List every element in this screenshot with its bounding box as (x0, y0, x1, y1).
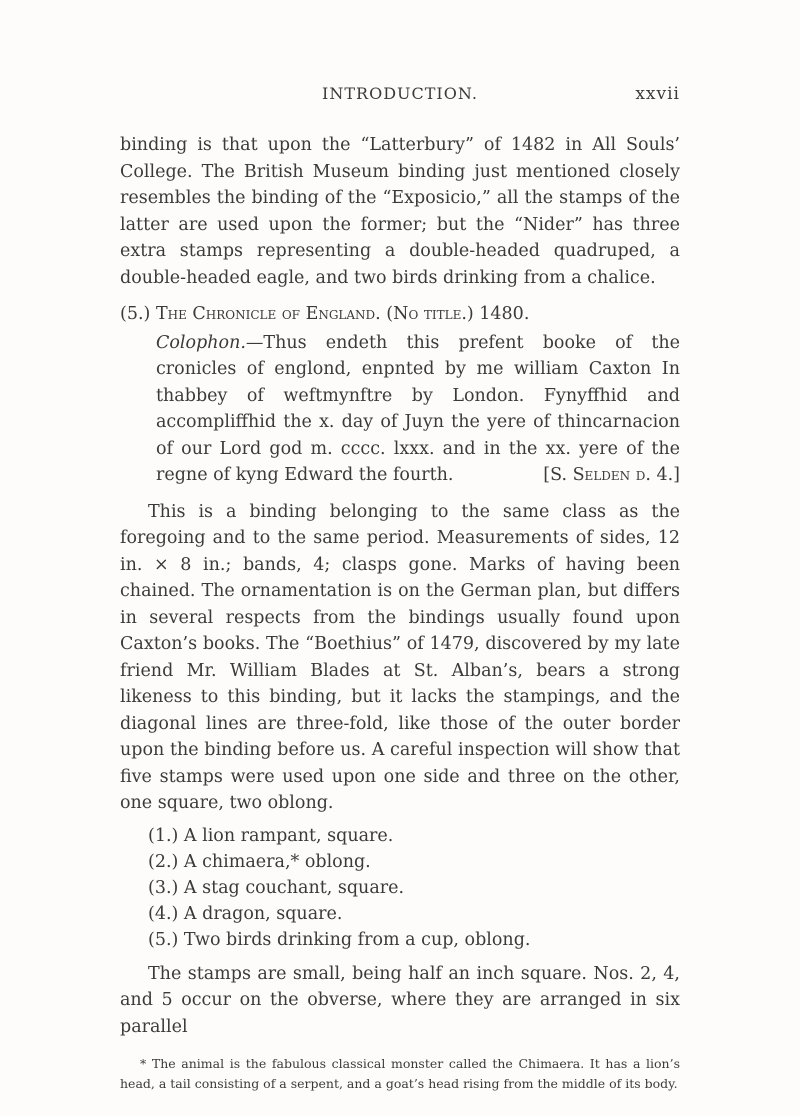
footnote: * The animal is the fabulous classical monster called the Chimaera. It has a lion’s head, a tail consisting of a serpent, and a goat’s head rising from the middle of its body. (120, 1056, 680, 1091)
list-item: (2.) A chimaera,* oblong. (148, 851, 371, 872)
paragraph-continuation: binding is that upon the “Latterbury” of 1482 in All Souls’ College. The British Museum binding just mentioned closely resembles the binding of the “Exposicio,” all the stamps of the latter are used upon the former; but the “Nider” has three extra stamps representing a double-headed quadruped, a double-headed eagle, and two birds drinking from a chalice. (120, 135, 680, 288)
body-text (120, 132, 680, 1094)
running-title: INTRODUCTION. (322, 84, 478, 103)
paragraph-stamps: The stamps are small, being half an inch square. Nos. 2, 4, and 5 occur on the obverse, where they are arranged in six parallel (120, 963, 680, 1037)
colophon (156, 330, 680, 489)
paragraph-description: This is a binding belonging to the same class as the foregoing and to the same period. Measurements of sides, 12 in. × 8 in.; bands, 4; clasps gone. Marks of having been chained. The ornamentation is on the German plan, but differs in several respects from the bindings usually found upon Caxton’s books. The “Boethius” of 1479, discovered by my late friend Mr. William Blades at St. Alban’s, bears a strong likeness to this binding, but it lacks the stampings, and the diagonal lines are three-fold, like those of the outer border upon the binding before us. A careful inspection will show that five stamps were used upon one side and three on the other, one square, two oblong. (120, 501, 680, 813)
page-number: xxvii (635, 84, 680, 104)
page-header (120, 84, 680, 108)
list-item: (1.) A lion rampant, square. (148, 825, 394, 846)
list-item: (5.) Two birds drinking from a cup, oblong. (148, 929, 531, 950)
list-item: (3.) A stag couchant, square. (148, 877, 405, 898)
entry-number: (5.) (120, 304, 151, 324)
entry-heading (120, 301, 680, 328)
stamps-list (148, 823, 680, 953)
colophon-text: —Thus endeth this prefent booke of the cronicles of englond, enpnted by me william Caxton In thabbey of weftmynftre by London. Fynyffhid and accompliffhid the x. day of Juyn the yere of thincarnacion of our Lord god m. cccc. lxxx. and in the xx. yere of the regne of kyng Edward the fourth. (156, 332, 680, 485)
entry-title: The Chronicle of England. (No title.) 1480. (155, 304, 530, 324)
list-item: (4.) A dragon, square. (148, 903, 343, 924)
colophon-label: Colophon. (156, 332, 246, 353)
shelfmark: [S. Selden d. 4.] (543, 465, 680, 485)
